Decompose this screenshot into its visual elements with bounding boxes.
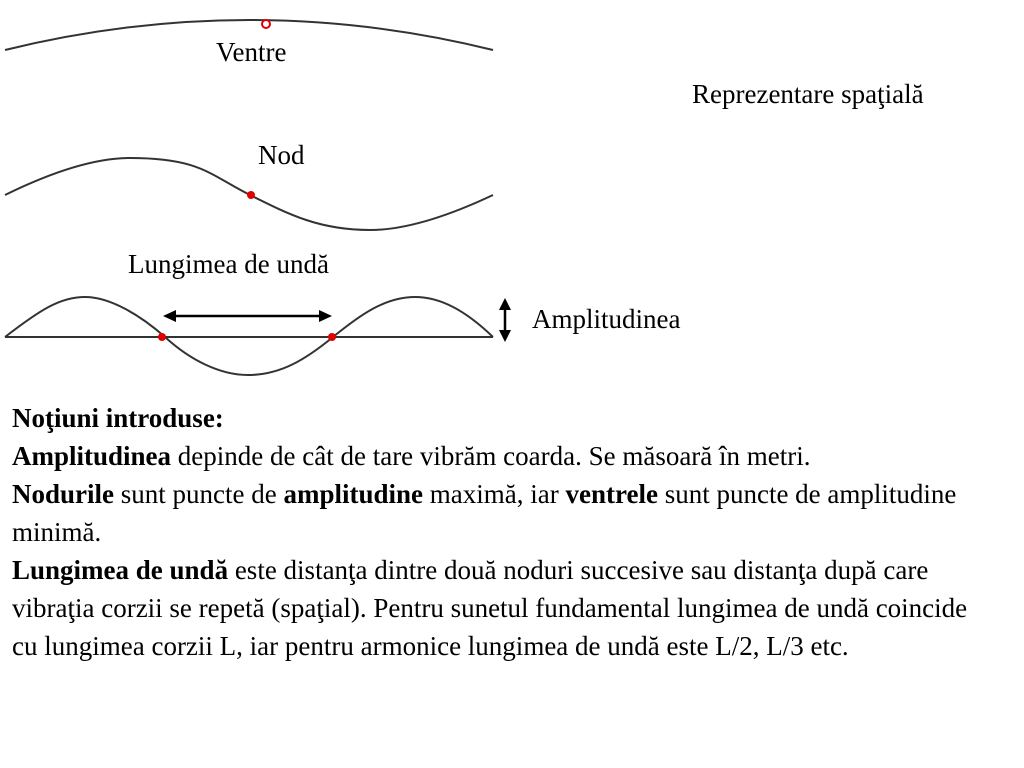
paragraph-nodes-text-2: maximă, iar bbox=[423, 479, 566, 509]
diagram-title: Reprezentare spaţială bbox=[692, 79, 924, 109]
nod-label: Nod bbox=[258, 140, 305, 170]
notions-text bbox=[12, 399, 972, 665]
wavelength-label: Lungimea de undă bbox=[128, 249, 329, 279]
term-nodurile: Nodurile bbox=[12, 479, 115, 509]
paragraph-amplitude-text: depinde de cât de tare vibrăm coarda. Se măsoară în metri. bbox=[171, 441, 811, 471]
node-marker-left bbox=[158, 333, 166, 341]
paragraph-nodes bbox=[12, 475, 972, 551]
ventre-marker bbox=[262, 20, 270, 28]
term-amplitudine: amplitudine bbox=[283, 479, 424, 509]
nod-marker bbox=[247, 191, 255, 199]
amplitude-label: Amplitudinea bbox=[532, 304, 681, 334]
term-ventrele: ventrele bbox=[565, 479, 658, 509]
notions-heading-text: Noţiuni introduse: bbox=[12, 403, 224, 433]
amplitude-arrow bbox=[499, 298, 511, 342]
node-marker-right bbox=[328, 333, 336, 341]
paragraph-nodes-text-3: sunt puncte de amplitudine minimă. bbox=[12, 479, 957, 547]
term-lungimea-de-unda: Lungimea de undă bbox=[12, 555, 229, 585]
notions-heading bbox=[12, 399, 972, 437]
ventre-label: Ventre bbox=[216, 37, 287, 67]
paragraph-wavelength-text: este distanţa dintre două noduri succesive sau distanţa după care vibraţia corzii se repetă (spaţial). Pentru sunetul fundamental lungimea de undă coincide cu lungimea corzii L, iar pentru armonice lungimea de undă este L/2, L/3 etc. bbox=[12, 555, 968, 661]
paragraph-amplitude bbox=[12, 437, 972, 475]
paragraph-wavelength bbox=[12, 551, 972, 665]
wavelength-arrow bbox=[163, 310, 332, 322]
paragraph-nodes-text-1: sunt puncte de bbox=[114, 479, 284, 509]
term-amplitudinea: Amplitudinea bbox=[12, 441, 172, 471]
